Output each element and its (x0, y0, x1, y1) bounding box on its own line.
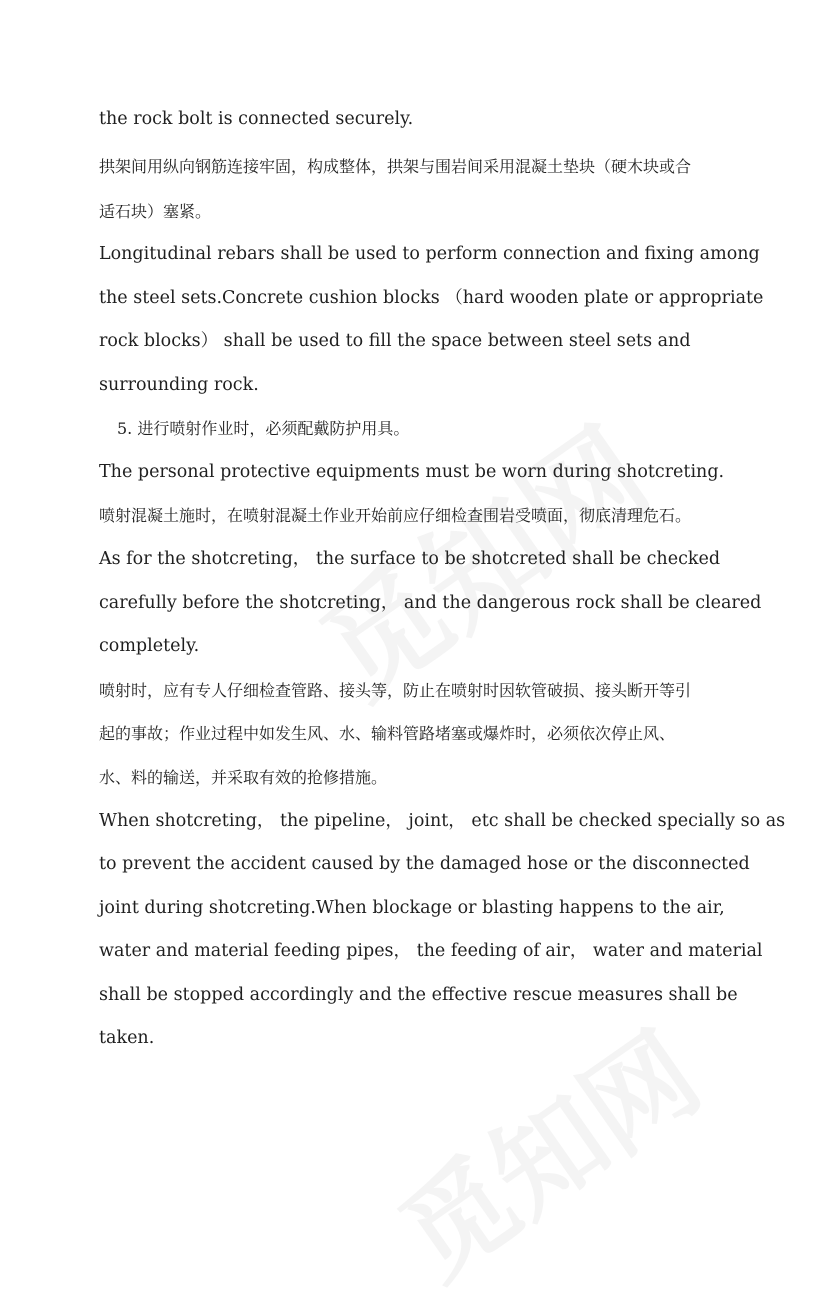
text-line: 起的事故；作业过程中如发生风、水、输料管路堵塞或爆炸时，必须依次停止风、 (99, 724, 676, 743)
watermark (365, 990, 726, 1308)
text-line: 喷射混凝土施时，在喷射混凝土作业开始前应仔细检查围岩受喷面，彻底清理危石。 (99, 506, 692, 525)
text-line: carefully before the shotcreting， and the dangerous rock shall be cleared (99, 593, 762, 613)
text-line: the steel sets.Concrete cushion blocks （hard wooden plate or appropriate (99, 288, 764, 308)
text-line: Longitudinal rebars shall be used to perform connection and fixing among (99, 244, 760, 264)
text-line: joint during shotcreting.When blockage or blasting happens to the air, (99, 898, 725, 918)
text-line: completely. (99, 636, 200, 656)
text-line: 拱架间用纵向钢筋连接牢固，构成整体，拱架与围岩间采用混凝土垫块（硬木块或合 (99, 157, 692, 176)
text-line: 喷射时，应有专人仔细检查管路、接头等，防止在喷射时因软管破损、接头断开等引 (99, 681, 692, 700)
text-line: As for the shotcreting， the surface to be shotcreted shall be checked (99, 549, 721, 569)
text-line: taken. (99, 1028, 155, 1048)
text-line: shall be stopped accordingly and the effective rescue measures shall be (99, 985, 738, 1005)
text-line: surrounding rock. (99, 375, 259, 395)
list-item-5: 5. 进行喷射作业时，必须配戴防护用具。 (117, 419, 410, 438)
text-line: 水、料的输送，并采取有效的抢修措施。 (99, 768, 388, 787)
text-line: the rock bolt is connected securely. (99, 109, 414, 129)
text-line: When shotcreting， the pipeline， joint， etc shall be checked specially so as (99, 811, 786, 831)
text-line: to prevent the accident caused by the damaged hose or the disconnected (99, 854, 750, 874)
text-line: 适石块）塞紧。 (99, 202, 212, 221)
text-line: The personal protective equipments must be worn during shotcreting. (99, 462, 725, 482)
text-line: water and material feeding pipes， the feeding of air， water and material (99, 941, 763, 961)
text-line: rock blocks） shall be used to fill the space between steel sets and (99, 331, 691, 351)
